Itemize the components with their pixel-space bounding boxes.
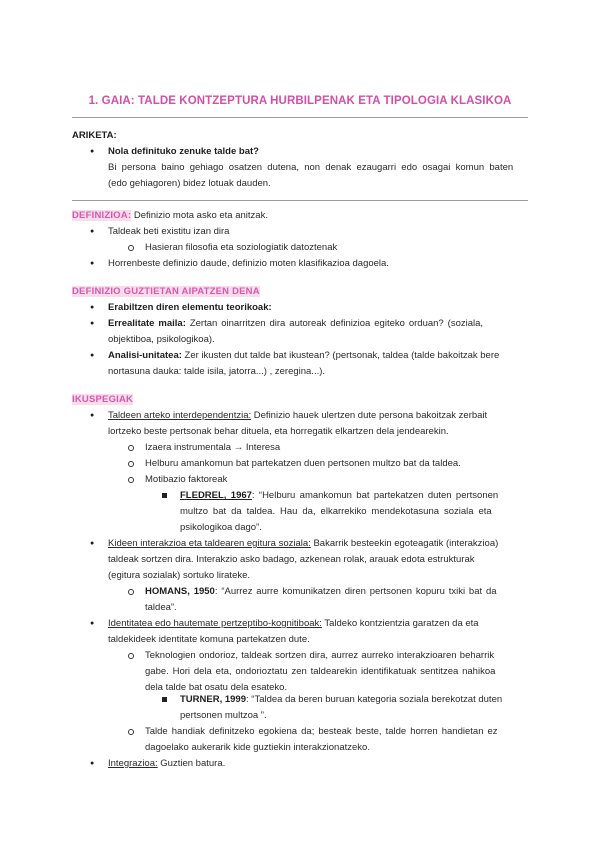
circle-bullet-icon <box>128 445 134 451</box>
definizioa-text: Definizio mota asko eta anitzak. <box>131 210 268 221</box>
integrazioa-text: Guztien batura. <box>157 758 226 769</box>
identitatea-text: Taldeko kontzientzia garatzen da eta <box>321 618 479 629</box>
errealitate-text: Zertan oinarritzen dira autoreak definizioa egiteko orduan? (soziala, <box>185 318 484 329</box>
teknologien-text-line: dela talde bat osatu dela esateko. <box>145 682 288 693</box>
identitatea-item <box>108 618 479 629</box>
bullet-icon: ● <box>90 540 95 547</box>
interdependentzia-subitem: Helburu amankomun bat partekatzen duen pertsonen multzo bat da taldea. <box>145 458 461 469</box>
errealitate-label: Errealitate maila: <box>108 318 186 329</box>
ariketa-heading: ARIKETA: <box>72 130 117 141</box>
definizioa-subitem: Hasieran filosofia eta soziologiatik datoztenak <box>145 242 338 253</box>
definizioa-line <box>72 210 268 221</box>
bullet-icon: ● <box>90 760 95 767</box>
talde-handiak-text-line: Talde handiak definitzeko egokiena da; besteak beste, talde horren handietan ez <box>145 726 498 737</box>
definizioa-item: Horrenbeste definizio daude, definizio moten klasifikazioa dagoela. <box>108 258 389 269</box>
circle-bullet-icon <box>128 729 134 735</box>
bullet-icon: ● <box>90 320 95 327</box>
circle-bullet-icon <box>128 653 134 659</box>
definizioa-label: DEFINIZIOA: <box>72 210 132 221</box>
bullet-icon: ● <box>90 228 95 235</box>
bullet-icon: ● <box>90 148 95 155</box>
interakzioa-label: Kideen interakzioa eta taldearen egitura soziala: <box>108 538 311 549</box>
interdependentzia-subitem: Motibazio faktoreak <box>145 474 228 485</box>
turner-quote-text: : “Taldea da beren buruan kategoria soziala berekotzat duten <box>246 694 503 705</box>
bullet-icon: ● <box>90 260 95 267</box>
teknologien-text-line: Teknologien ondorioz, taldeak sortzen dira, aurrez aurreko interakzioaren beharrik <box>145 650 495 661</box>
guztietan-item <box>108 350 499 361</box>
identitatea-text-line: taldekideek identitate komuna partekatzen dute. <box>108 634 310 645</box>
ikuspegiak-heading: IKUSPEGIAK <box>72 394 134 405</box>
interakzioa-text-line: taldeak sortzen dira. Interakzio asko badago, azkenean rolak, arauak edota estrukturak <box>108 554 475 565</box>
errealitate-text-line: objektiboa, psikologikoa). <box>108 334 215 345</box>
ariketa-question: Nola definituko zenuke talde bat? <box>108 146 259 157</box>
square-bullet-icon <box>162 697 167 702</box>
fledrel-quote-line: multzo bat da taldea. Hau da, elkarrekiko mendekotasuna soziala eta <box>180 506 492 517</box>
interakzioa-text: Bakarrik besteekin egoteagatik (interakzioa) <box>310 538 499 549</box>
interakzioa-text-line: (egitura sozialak) sortuko lirateke. <box>108 570 251 581</box>
ikuspegiak-heading-line <box>72 394 133 405</box>
homans-author: HOMANS, 1950 <box>145 586 215 597</box>
interdependentzia-text-line: lortzeko beste pertsonak behar dituela, eta horregatik elkartzen dela jendearekin. <box>108 426 449 437</box>
bullet-icon: ● <box>90 352 95 359</box>
section-divider <box>72 200 528 201</box>
interdependentzia-text: Definizio hauek ulertzen dute persona bakoitzak zerbait <box>251 410 488 421</box>
guztietan-heading: DEFINIZIO GUZTIETAN AIPATZEN DENA <box>72 286 260 297</box>
integrazioa-item <box>108 758 225 769</box>
guztietan-heading-line <box>72 286 260 297</box>
interakzioa-item <box>108 538 498 549</box>
guztietan-item: Erabiltzen diren elementu teorikoak: <box>108 302 272 313</box>
teknologien-text-line: gabe. Hori dela eta, ondorioztatu zen taldearekin identifikatuak sentitzea nahikoa <box>145 666 496 677</box>
title-divider <box>72 117 528 118</box>
bullet-icon: ● <box>90 304 95 311</box>
turner-quote <box>180 694 502 705</box>
circle-bullet-icon <box>128 589 134 595</box>
circle-bullet-icon <box>128 477 134 483</box>
integrazioa-label: Integrazioa: <box>108 758 158 769</box>
homans-quote-line: taldea”. <box>145 602 177 613</box>
homans-quote-text: : “Aurrez aurre komunikatzen diren pertsonen kopuru txiki bat da <box>214 586 497 597</box>
analisi-text-line: nortasuna dauka: talde isila, jatorra...) , zeregina...). <box>108 366 326 377</box>
fledrel-quote-line: psikologikoa dago”. <box>180 522 262 533</box>
page-title: 1. GAIA: TALDE KONTZEPTURA HURBILPENAK ETA TIPOLOGIA KLASIKOA <box>88 95 512 107</box>
analisi-text: Zer ikusten dut talde bat ikustean? (pertsonak, taldea (talde bakoitzak bere <box>181 350 500 361</box>
circle-bullet-icon <box>128 461 134 467</box>
ariketa-answer-line: (edo gehiagoren) bidez lotuak dauden. <box>108 178 271 189</box>
square-bullet-icon <box>162 493 167 498</box>
guztietan-item <box>108 318 483 329</box>
circle-bullet-icon <box>128 245 134 251</box>
interdependentzia-subitem: Izaera instrumentala → Interesa <box>145 442 281 453</box>
turner-author: TURNER, 1999 <box>180 694 246 705</box>
fledrel-author: FLEDREL, 1967 <box>180 490 252 501</box>
interdependentzia-item <box>108 410 487 421</box>
bullet-icon: ● <box>90 620 95 627</box>
identitatea-label: Identitatea edo hautemate pertzeptibo-kognitiboak: <box>108 618 322 629</box>
turner-quote-line: pertsonen multzoa ”. <box>180 710 267 721</box>
ariketa-answer-line: Bi persona baino gehiago osatzen dutena, non denak ezaugarri edo osagai komun baten <box>108 162 514 173</box>
homans-quote <box>145 586 497 597</box>
fledrel-quote <box>180 490 498 501</box>
definizioa-item: Taldeak beti existitu izan dira <box>108 226 230 237</box>
talde-handiak-text-line: dagoelako aukerarik kide guztiekin interakzionatzeko. <box>145 742 370 753</box>
bullet-icon: ● <box>90 412 95 419</box>
analisi-label: Analisi-unitatea: <box>108 350 182 361</box>
interdependentzia-label: Taldeen arteko interdependentzia: <box>108 410 252 421</box>
fledrel-quote-text: : “Helburu amankomun bat partekatzen duten pertsonen <box>251 490 499 501</box>
